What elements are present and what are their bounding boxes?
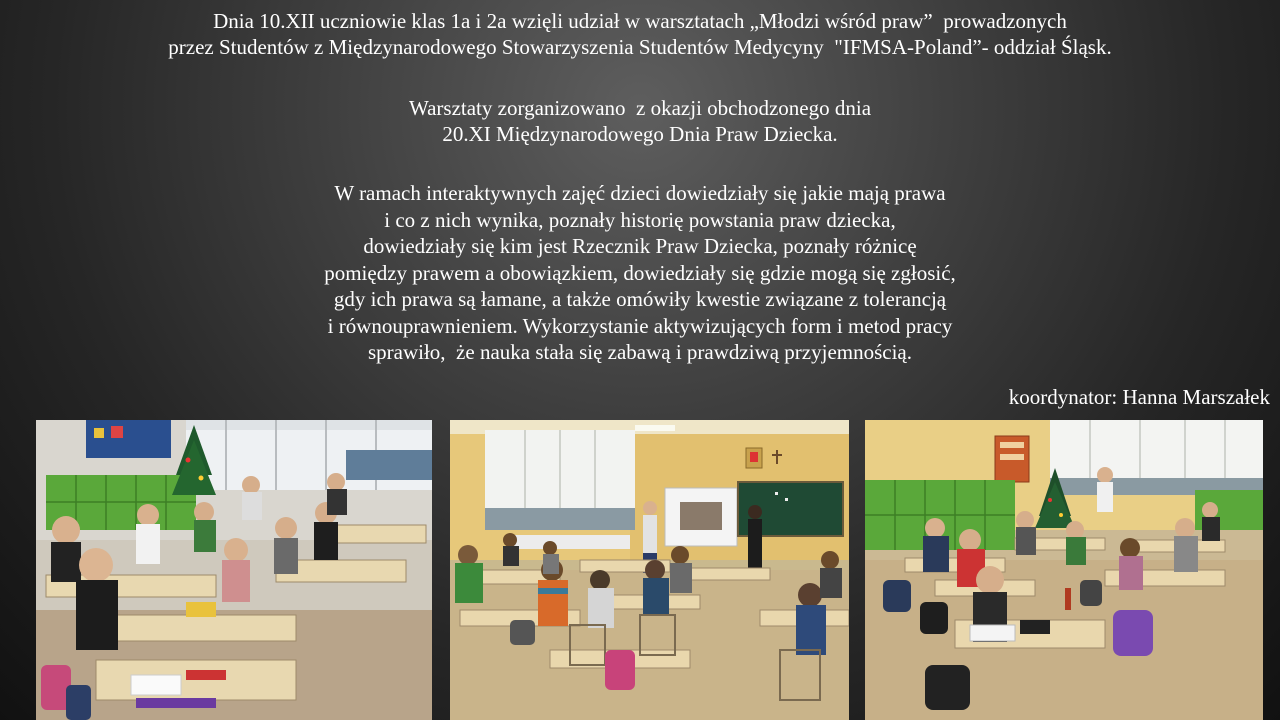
classroom-photo-2-image [450, 420, 849, 720]
classroom-photo-1-image [36, 420, 432, 720]
classroom-photo-2 [450, 420, 849, 720]
intro-paragraph [0, 8, 1280, 60]
occasion-line-2: 20.XI Międzynarodowego Dnia Praw Dziecka. [442, 122, 838, 146]
description-line: i co z nich wynika, poznały historię powstania praw dziecka, [384, 207, 896, 232]
occasion-paragraph [0, 95, 1280, 147]
description-paragraph [200, 180, 1080, 366]
description-line: gdy ich prawa są łamane, a także omówiły kwestie związane z tolerancją [333, 287, 947, 311]
classroom-photo-3-image [865, 420, 1263, 720]
description-line: pomiędzy prawem a obowiązkiem, dowiedziały się gdzie mogą się zgłosić, [324, 260, 956, 285]
description-line: dowiedziały się kim jest Rzecznik Praw Dziecka, poznały różnicę [363, 234, 917, 258]
occasion-line-1: Warsztaty zorganizowano z okazji obchodzonego dnia [408, 96, 872, 120]
classroom-photo-1 [36, 420, 432, 720]
description-line: sprawiło, że nauka stała się zabawą i prawdziwą przyjemnością. [367, 340, 913, 364]
coordinator-credit: koordynator: Hanna Marszałek [1008, 385, 1270, 409]
intro-line-1: Dnia 10.XII uczniowie klas 1a i 2a wzięli udział w warsztatach „Młodzi wśród praw” prowadzonych [213, 9, 1067, 33]
intro-line-2: przez Studentów z Międzynarodowego Stowarzyszenia Studentów Medycyny "IFMSA-Poland”- oddział Śląsk. [168, 35, 1112, 59]
description-line: W ramach interaktywnych zajęć dzieci dowiedziały się jakie mają prawa [334, 181, 946, 205]
classroom-photo-3 [865, 420, 1263, 720]
description-line: i równouprawnieniem. Wykorzystanie aktywizujących form i metod pracy [327, 313, 953, 338]
